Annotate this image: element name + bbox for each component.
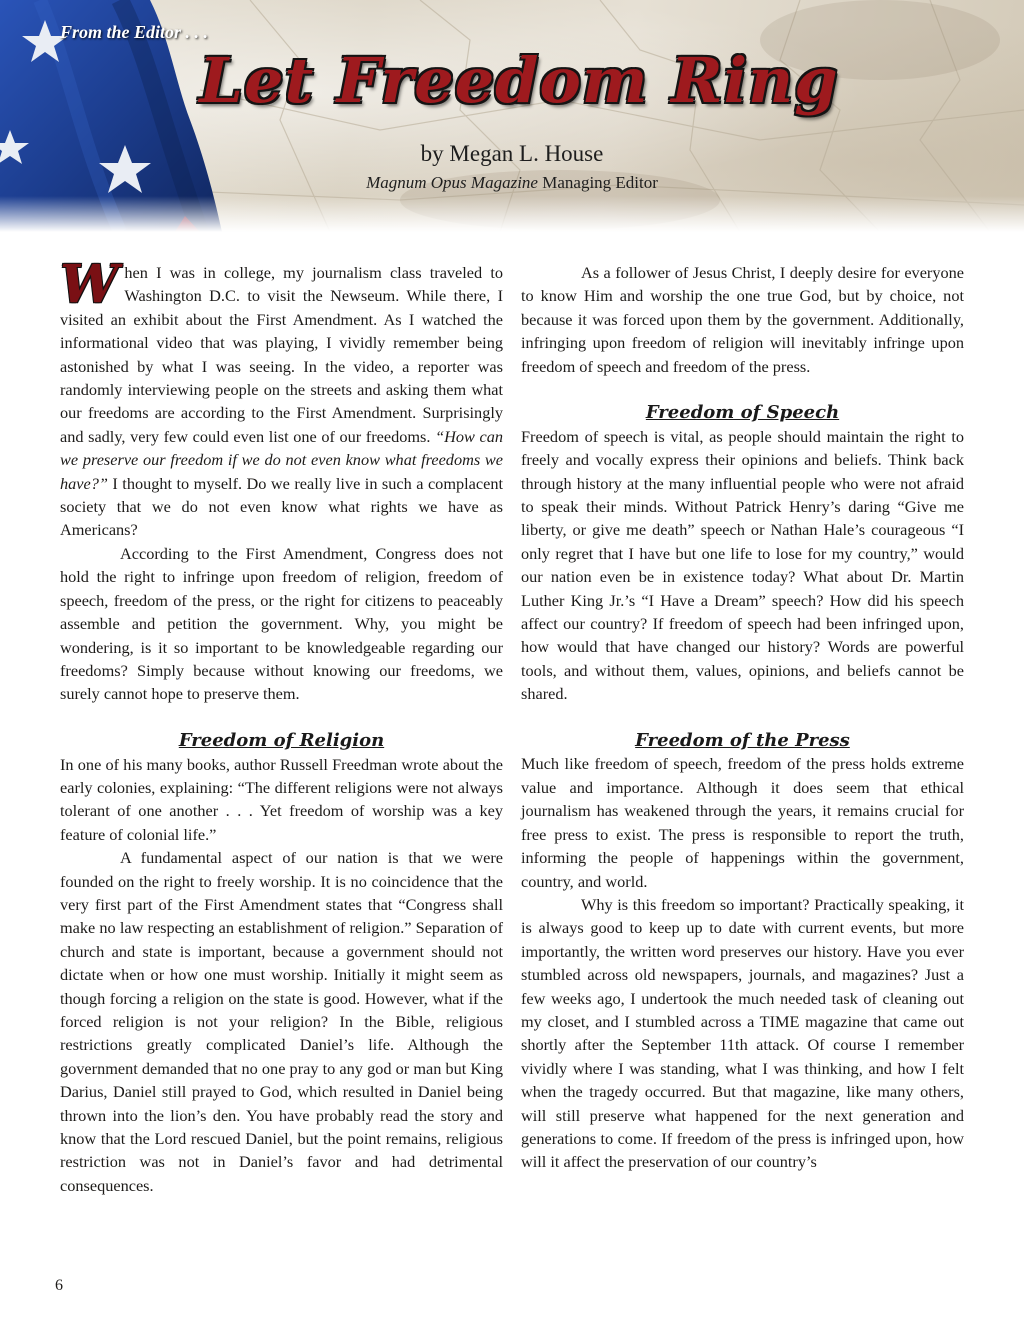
section-kicker: From the Editor . . . — [60, 22, 209, 42]
intro-text-end: I thought to myself. Do we really live in such a complacent society that we do not even know what rights we have as Americans? — [60, 473, 503, 540]
faith-paragraph: As a follower of Jesus Christ, I deeply desire for everyone to know Him and worship the one true God, but by choice, not because it was forced upon them by the government. Additionally, infringing upon freedom of religion will inevitably infringe upon freedom of speech and freedom of the press. — [521, 263, 964, 376]
press-paragraph-1: Much like freedom of speech, freedom of the press holds extreme value and importance. Although it does seem that ethical journalism has weakened through the years, it remains crucial for free press to exist. The press is responsible to report the truth, informing the people of happenings within the government, country, and world. — [521, 754, 964, 891]
heading-freedom-of-the-press: Freedom of the Press — [635, 730, 850, 752]
press-paragraph-2: Why is this freedom so important? Practically speaking, it is always good to keep up to date with current events, but more importantly, the written word preserves our history. Have you ever stumbled across old newspapers, journals, and magazines? Just a few weeks ago, I undertook the much needed task of cleaning out my closet, and I stumbled across a TIME magazine that came out shortly after the September 11th attack. Of course I remember vividly where I was standing, what I was thinking, and how I felt when the tragedy occurred. But that magazine, like many others, will still preserve what happened for the next generation and generations to come. If freedom of the press is infringed upon, how will it affect the preservation of our country’s — [521, 894, 964, 1172]
heading-freedom-of-speech: Freedom of Speech — [645, 402, 840, 424]
article-title: Let Freedom Ring — [199, 44, 839, 117]
religion-paragraph-2: A fundamental aspect of our nation is that we were founded on the right to freely worship. It is no coincidence that the very first part of the First Amendment states that “Congress shall make no law respecting an establishment of religion.” Separation of church and state is important, because a government should not dictate when or how one must worship. Initially it might seem as though forcing a religion on the state is good. However, what if the forced religion is not your religion? In the Bible, religious restrictions greatly complicated Daniel’s life. Although the government demanded that no one pray to any god or man but King Darius, Daniel still prayed to God, which resulted in Daniel being thrown into the lion’s den. You have probably read the story and know that the Lord rescued Daniel, but the point remains, religious restriction was not in Daniel’s favor and had detrimental consequences. — [60, 848, 503, 1195]
first-amendment-paragraph: According to the First Amendment, Congress does not hold the right to infringe upon freedom of religion, freedom of speech, freedom of the press, or the right for citizens to peaceably assemble and petition the government. Why, you might be wondering, is it so important to be knowledgeable regarding our freedoms? Simply because without knowing our freedoms, we surely cannot hope to preserve them. — [60, 543, 503, 704]
intro-paragraph — [60, 254, 503, 542]
publication-name: Magnum Opus Magazine — [366, 173, 538, 192]
intro-quote: “How can we preserve our freedom if we do not even know what freedoms we have?” — [60, 426, 503, 493]
speech-paragraph: Freedom of speech is vital, as people should maintain the right to freely and vocally express their opinions and beliefs. Think back through history at the many influential people who were not afraid to speak their minds. Without Patrick Henry’s daring “Give me liberty, or give me death” speech or Nathan Hale’s courageous “I only regret that I have but one life to lose for my country,” would our nation even be in existence today? What about Dr. Martin Luther King Jr.’s “I Have a Dream” speech? How did his speech affect our country? If freedom of speech had been infringed upon, how would that have changed our history? Words are powerful tools, and without them, values, opinions, and beliefs cannot be shared. — [521, 426, 964, 704]
religion-paragraph-1: In one of his many books, author Russell Freedman wrote about the early colonies, explaining: “The different religions were not always tolerant of one another . . . Yet freedom of worship was a key feature of colonial life.” — [60, 754, 503, 844]
banner-fade — [0, 196, 1024, 232]
page-number: 6 — [55, 1277, 63, 1294]
author-byline: by Megan L. House — [420, 141, 604, 166]
drop-cap: W — [60, 254, 119, 315]
author-role — [0, 173, 1024, 193]
left-column — [60, 254, 503, 1197]
header-banner — [0, 0, 1024, 232]
intro-text: hen I was in college, my journalism class traveled to Washington D.C. to visit the Newseum. While there, I visited an exhibit about the First Amendment. As I watched the informational video that was playing, I vividly remember being astonished by what I was seeing. In the video, a reporter was randomly interviewing people on the streets and asking them what our freedoms are according to the First Amendment. Surprisingly and sadly, very few could even list one of our freedoms. — [60, 263, 503, 446]
right-column — [521, 261, 964, 1174]
heading-freedom-of-religion: Freedom of Religion — [178, 730, 385, 752]
role-title: Managing Editor — [537, 173, 658, 192]
